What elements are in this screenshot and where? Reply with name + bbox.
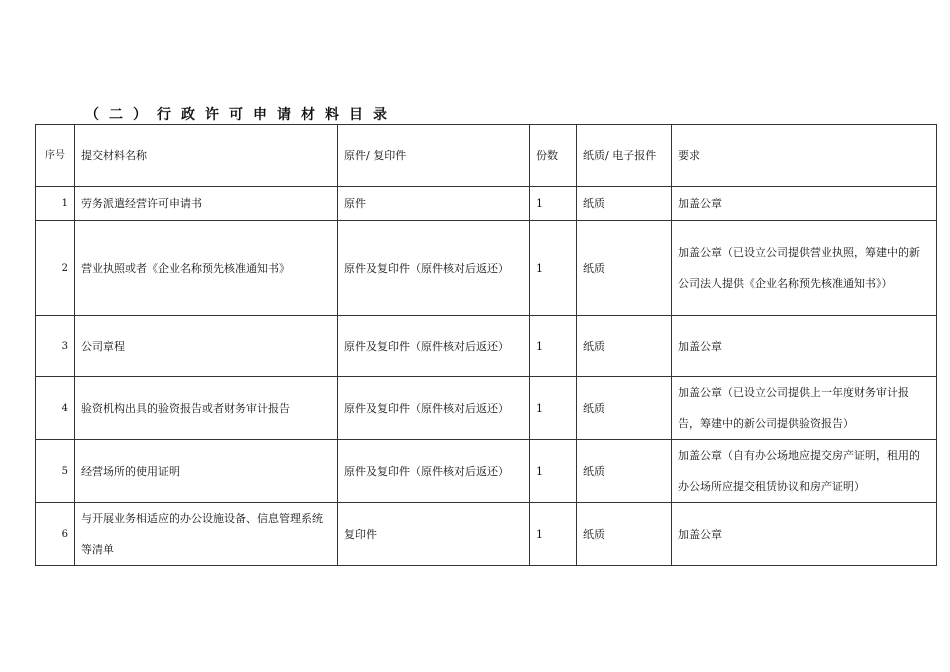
row-name: 验资机构出具的验资报告或者财务审计报告 xyxy=(75,377,338,440)
table-row xyxy=(36,316,937,377)
table-row xyxy=(36,221,937,316)
row-no: 4 xyxy=(36,377,75,440)
row-requirement: 加盖公章（自有办公场地应提交房产证明，租用的办公场所应提交租赁协议和房产证明） xyxy=(672,440,937,503)
header-paper: 纸质/ 电子报件 xyxy=(577,125,672,187)
row-paper: 纸质 xyxy=(577,377,672,440)
table-header-row xyxy=(36,125,937,187)
materials-table xyxy=(35,124,937,566)
row-name: 与开展业务相适应的办公设施设备、信息管理系统等清单 xyxy=(75,503,338,566)
row-count: 1 xyxy=(530,377,577,440)
row-count: 1 xyxy=(530,221,577,316)
row-requirement: 加盖公章 xyxy=(672,503,937,566)
row-paper: 纸质 xyxy=(577,503,672,566)
header-count: 份数 xyxy=(530,125,577,187)
row-count: 1 xyxy=(530,503,577,566)
row-name: 经营场所的使用证明 xyxy=(75,440,338,503)
row-count: 1 xyxy=(530,316,577,377)
table-row xyxy=(36,440,937,503)
row-original: 原件及复印件（原件核对后返还） xyxy=(338,377,530,440)
header-name: 提交材料名称 xyxy=(75,125,338,187)
row-requirement: 加盖公章 xyxy=(672,187,937,221)
header-no: 序号 xyxy=(36,125,75,187)
row-paper: 纸质 xyxy=(577,440,672,503)
row-no: 2 xyxy=(36,221,75,316)
row-requirement: 加盖公章 xyxy=(672,316,937,377)
document-title: （二）行政许可申请材料目录 xyxy=(85,107,397,123)
row-name: 公司章程 xyxy=(75,316,338,377)
row-count: 1 xyxy=(530,440,577,503)
row-paper: 纸质 xyxy=(577,221,672,316)
table-row xyxy=(36,503,937,566)
row-name: 劳务派遣经营许可申请书 xyxy=(75,187,338,221)
row-paper: 纸质 xyxy=(577,316,672,377)
header-original: 原件/ 复印件 xyxy=(338,125,530,187)
row-original: 原件 xyxy=(338,187,530,221)
row-name: 营业执照或者《企业名称预先核准通知书》 xyxy=(75,221,338,316)
row-original: 原件及复印件（原件核对后返还） xyxy=(338,440,530,503)
row-no: 5 xyxy=(36,440,75,503)
row-no: 3 xyxy=(36,316,75,377)
row-count: 1 xyxy=(530,187,577,221)
table-row xyxy=(36,377,937,440)
header-requirement: 要求 xyxy=(672,125,937,187)
row-paper: 纸质 xyxy=(577,187,672,221)
row-original: 原件及复印件（原件核对后返还） xyxy=(338,316,530,377)
row-original: 原件及复印件（原件核对后返还） xyxy=(338,221,530,316)
row-original: 复印件 xyxy=(338,503,530,566)
row-no: 1 xyxy=(36,187,75,221)
row-requirement: 加盖公章（已设立公司提供上一年度财务审计报告，筹建中的新公司提供验资报告） xyxy=(672,377,937,440)
row-requirement: 加盖公章（已设立公司提供营业执照，筹建中的新公司法人提供《企业名称预先核准通知书》） xyxy=(672,221,937,316)
row-no: 6 xyxy=(36,503,75,566)
table-row xyxy=(36,187,937,221)
